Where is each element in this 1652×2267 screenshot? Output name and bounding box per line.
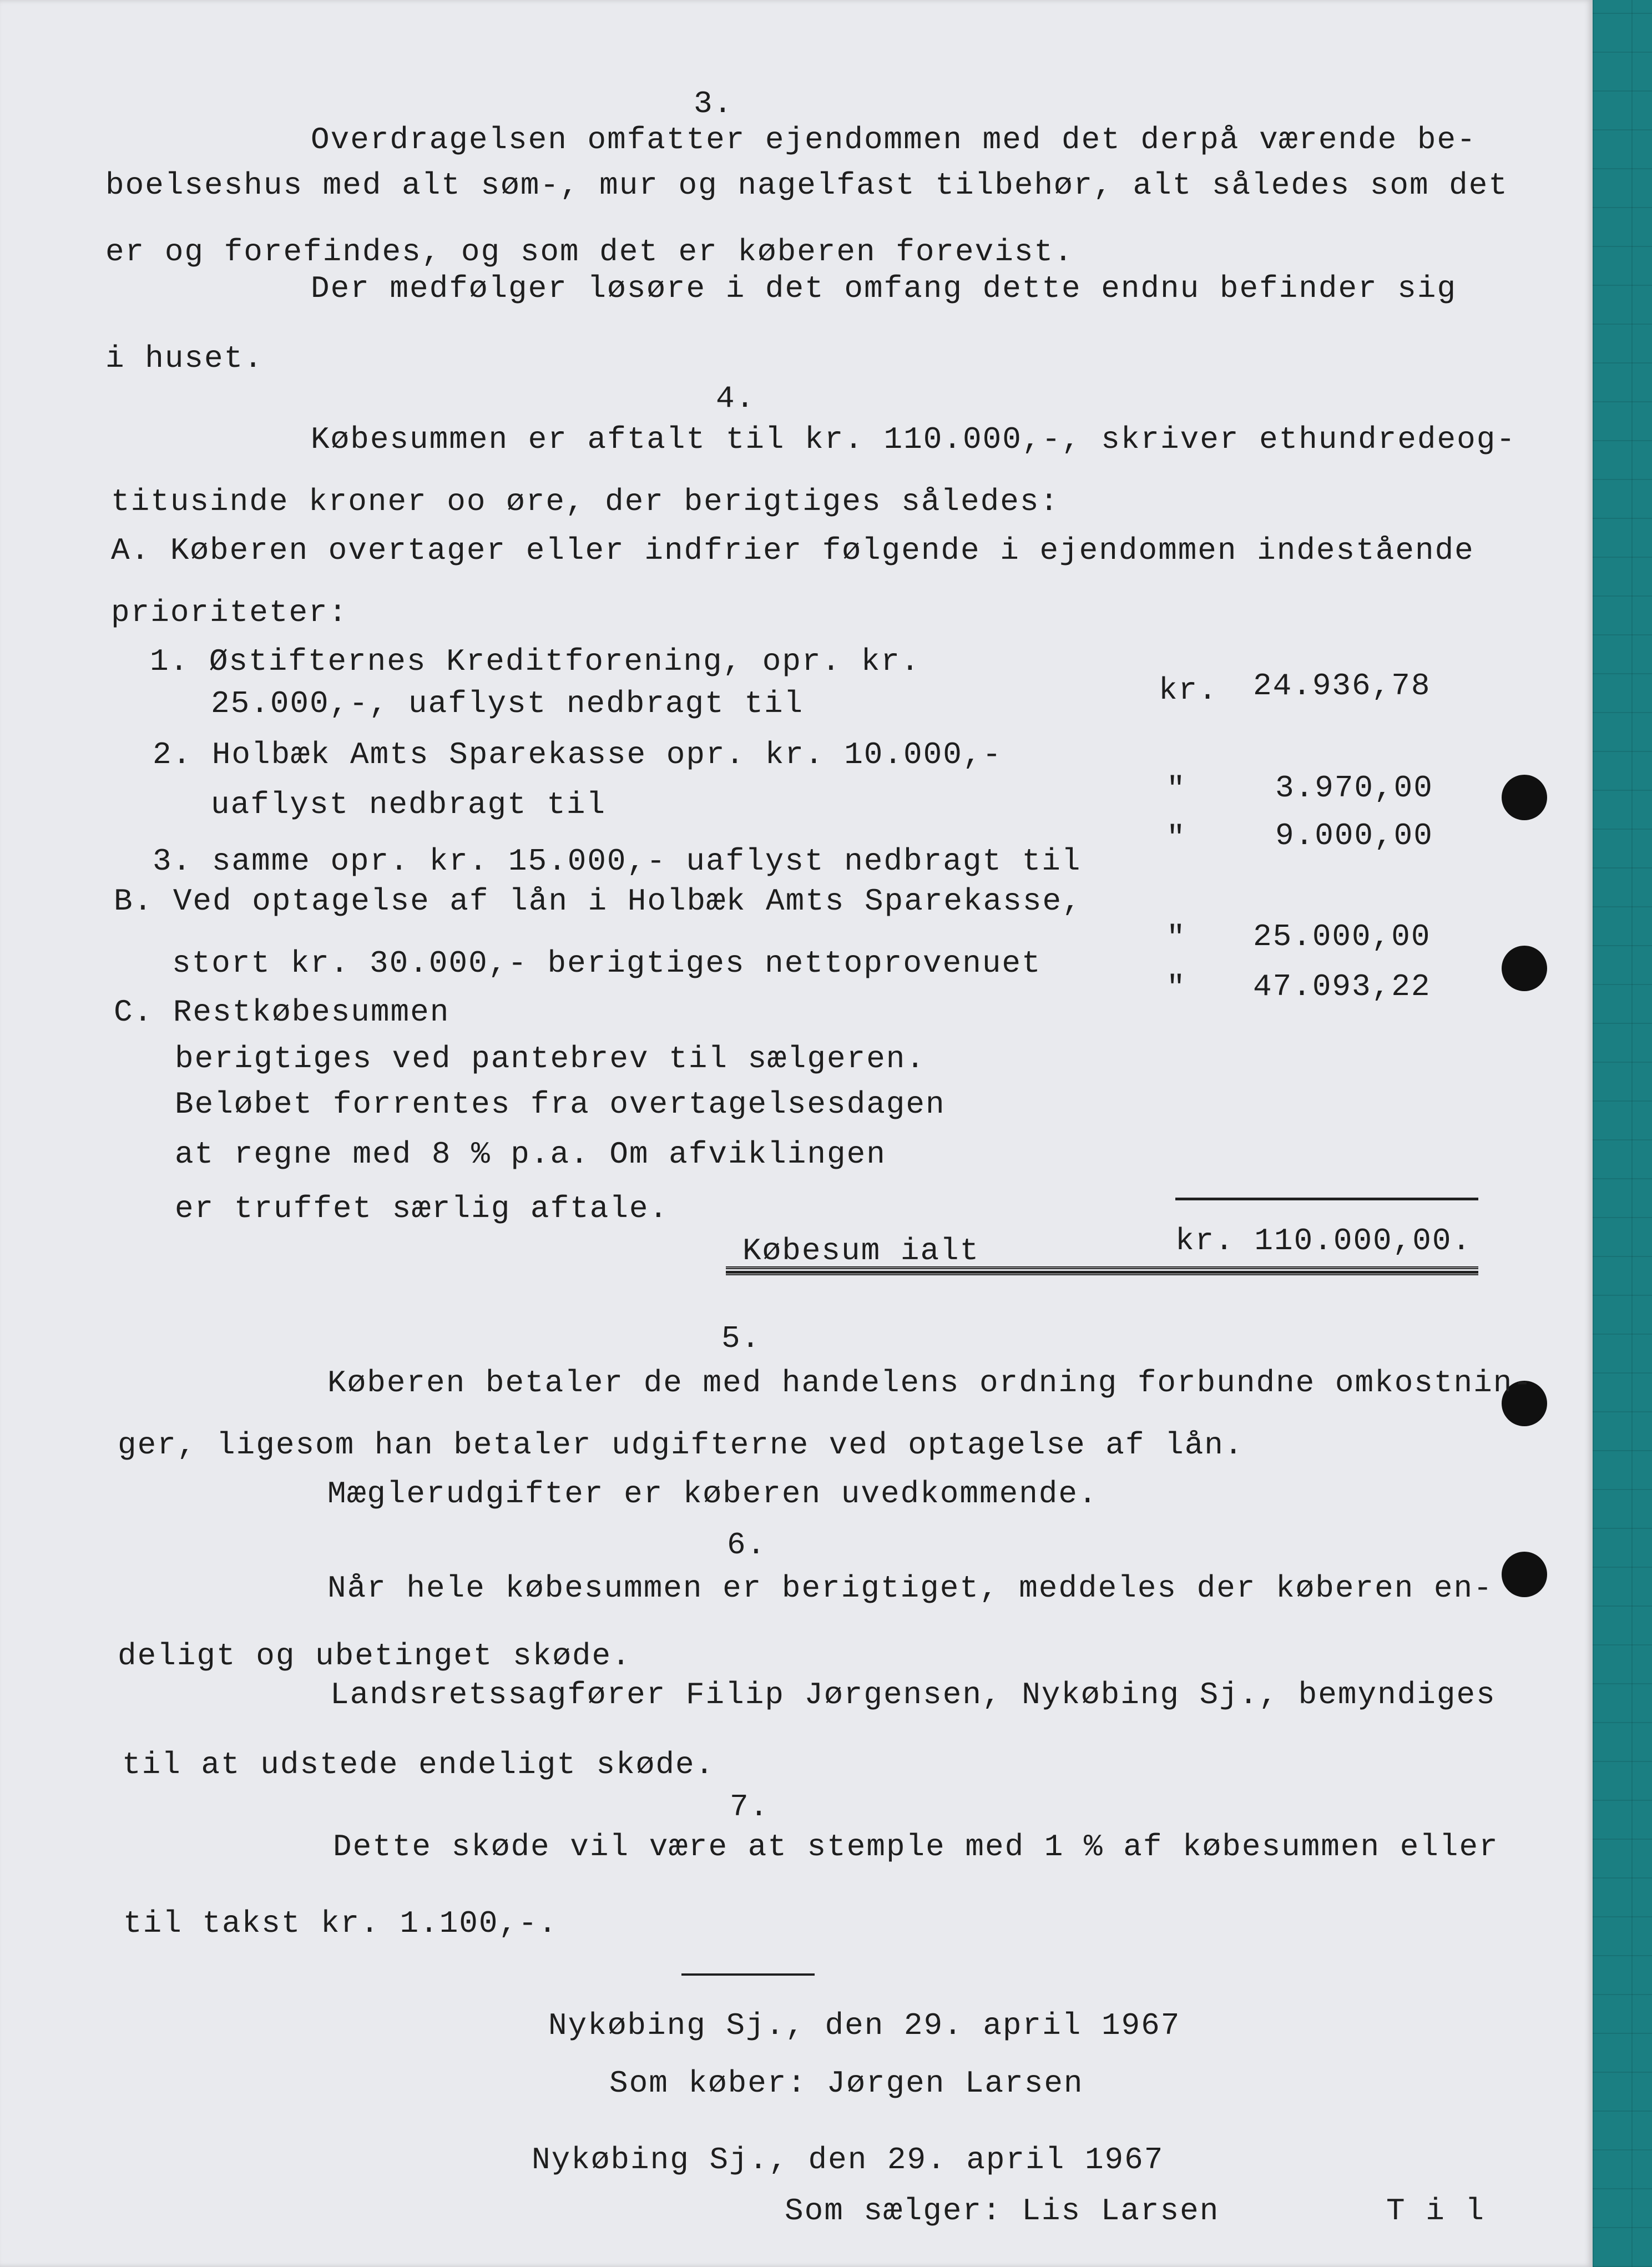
section-7-line: Dette skøde vil være at stemple med 1 % af købesummen eller [333, 1829, 1499, 1865]
loan-amount: 25.000,00 [1253, 919, 1431, 955]
section-4-item-c: berigtiges ved pantebrev til sælgeren. [175, 1041, 926, 1077]
priority-1-currency: kr. [1159, 673, 1218, 708]
section-3-line: Overdragelsen omfatter ejendommen med det derpå værende be- [311, 122, 1477, 158]
section-7-line: til takst kr. 1.100,-. [123, 1906, 558, 1941]
priority-2-currency: " [1166, 771, 1186, 807]
section-5-line: ger, ligesom han betaler udgifterne ved optagelse af lån. [118, 1427, 1244, 1463]
loan-currency: " [1166, 920, 1186, 956]
remaining-amount: 47.093,22 [1253, 969, 1431, 1004]
section-3-line: i huset. [105, 341, 264, 376]
buyer-signature: Som køber: Jørgen Larsen [609, 2066, 1084, 2101]
seller-date: Nykøbing Sj., den 29. april 1967 [532, 2142, 1164, 2178]
total-label: Købesum ialt [742, 1233, 980, 1269]
sum-rule [1175, 1198, 1478, 1200]
priority-3-currency: " [1166, 820, 1186, 856]
punch-hole-1 [1502, 775, 1547, 820]
section-4-item-c: C. Restkøbesummen [114, 994, 450, 1030]
section-3-line: boelseshus med alt søm-, mur og nagelfast tilbehør, alt således som det [105, 168, 1508, 203]
total-amount: kr. 110.000,00. [1175, 1223, 1472, 1259]
section-4-item-a: prioriteter: [111, 595, 348, 630]
section-5-line: Mæglerudgifter er køberen uvedkommende. [327, 1476, 1098, 1512]
punch-hole-4 [1502, 1552, 1547, 1597]
priority-1-line: 1. Østifternes Kreditforening, opr. kr. [150, 644, 921, 679]
section-6-line: deligt og ubetinget skøde. [118, 1638, 632, 1674]
priority-2-line: uaflyst nedbragt til [211, 787, 607, 822]
priority-1-line: 25.000,-, uaflyst nedbragt til [211, 686, 804, 721]
priority-3-amount: 9.000,00 [1275, 818, 1433, 854]
section-3-line: er og forefindes, og som det er køberen forevist. [105, 234, 1074, 270]
seller-signature: Som sælger: Lis Larsen [785, 2193, 1220, 2229]
section-4-item-a: A. Køberen overtager eller indfrier følgende i ejendommen indestående [111, 533, 1474, 568]
section-6-line: Når hele købesummen er berigtiget, meddeles der køberen en- [327, 1571, 1493, 1606]
page-continuation: T i l [1386, 2193, 1486, 2229]
section-6-number: 6. [727, 1527, 767, 1563]
priority-1-amount: 24.936,78 [1253, 668, 1431, 704]
buyer-date: Nykøbing Sj., den 29. april 1967 [548, 2008, 1181, 2043]
section-6-line: til at udstede endeligt skøde. [122, 1747, 715, 1783]
section-7-number: 7. [730, 1789, 770, 1825]
section-3-number: 3. [694, 86, 734, 122]
section-6-line: Landsretssagfører Filip Jørgensen, Nykøbing Sj., bemyndiges [330, 1677, 1496, 1713]
total-double-rule [726, 1266, 1478, 1275]
section-4-item-c: Beløbet forrentes fra overtagelsesdagen [175, 1087, 946, 1122]
priority-2-line: 2. Holbæk Amts Sparekasse opr. kr. 10.000,- [153, 737, 1003, 773]
section-4-line: Købesummen er aftalt til kr. 110.000,-, skriver ethundredeog- [311, 422, 1516, 457]
section-3-line: Der medfølger løsøre i det omfang dette endnu befinder sig [311, 271, 1457, 306]
section-4-number: 4. [716, 381, 756, 416]
priority-3-line: 3. samme opr. kr. 15.000,- uaflyst nedbragt til [153, 844, 1082, 879]
punch-hole-2 [1502, 946, 1547, 991]
section-5-line: Køberen betaler de med handelens ordning forbundne omkostnin- [327, 1365, 1533, 1401]
remaining-currency: " [1166, 970, 1186, 1006]
section-4-item-c: at regne med 8 % p.a. Om afviklingen [175, 1137, 886, 1172]
section-4-item-b: stort kr. 30.000,- berigtiges nettoprovenuet [172, 946, 1042, 981]
priority-2-amount: 3.970,00 [1275, 770, 1433, 806]
section-5-number: 5. [721, 1321, 761, 1356]
section-4-line: titusinde kroner oo øre, der berigtiges således: [111, 484, 1060, 519]
section-4-item-b: B. Ved optagelse af lån i Holbæk Amts Sparekasse, [114, 883, 1082, 919]
section-4-item-c: er truffet særlig aftale. [175, 1191, 669, 1226]
signature-divider [681, 1973, 815, 1976]
